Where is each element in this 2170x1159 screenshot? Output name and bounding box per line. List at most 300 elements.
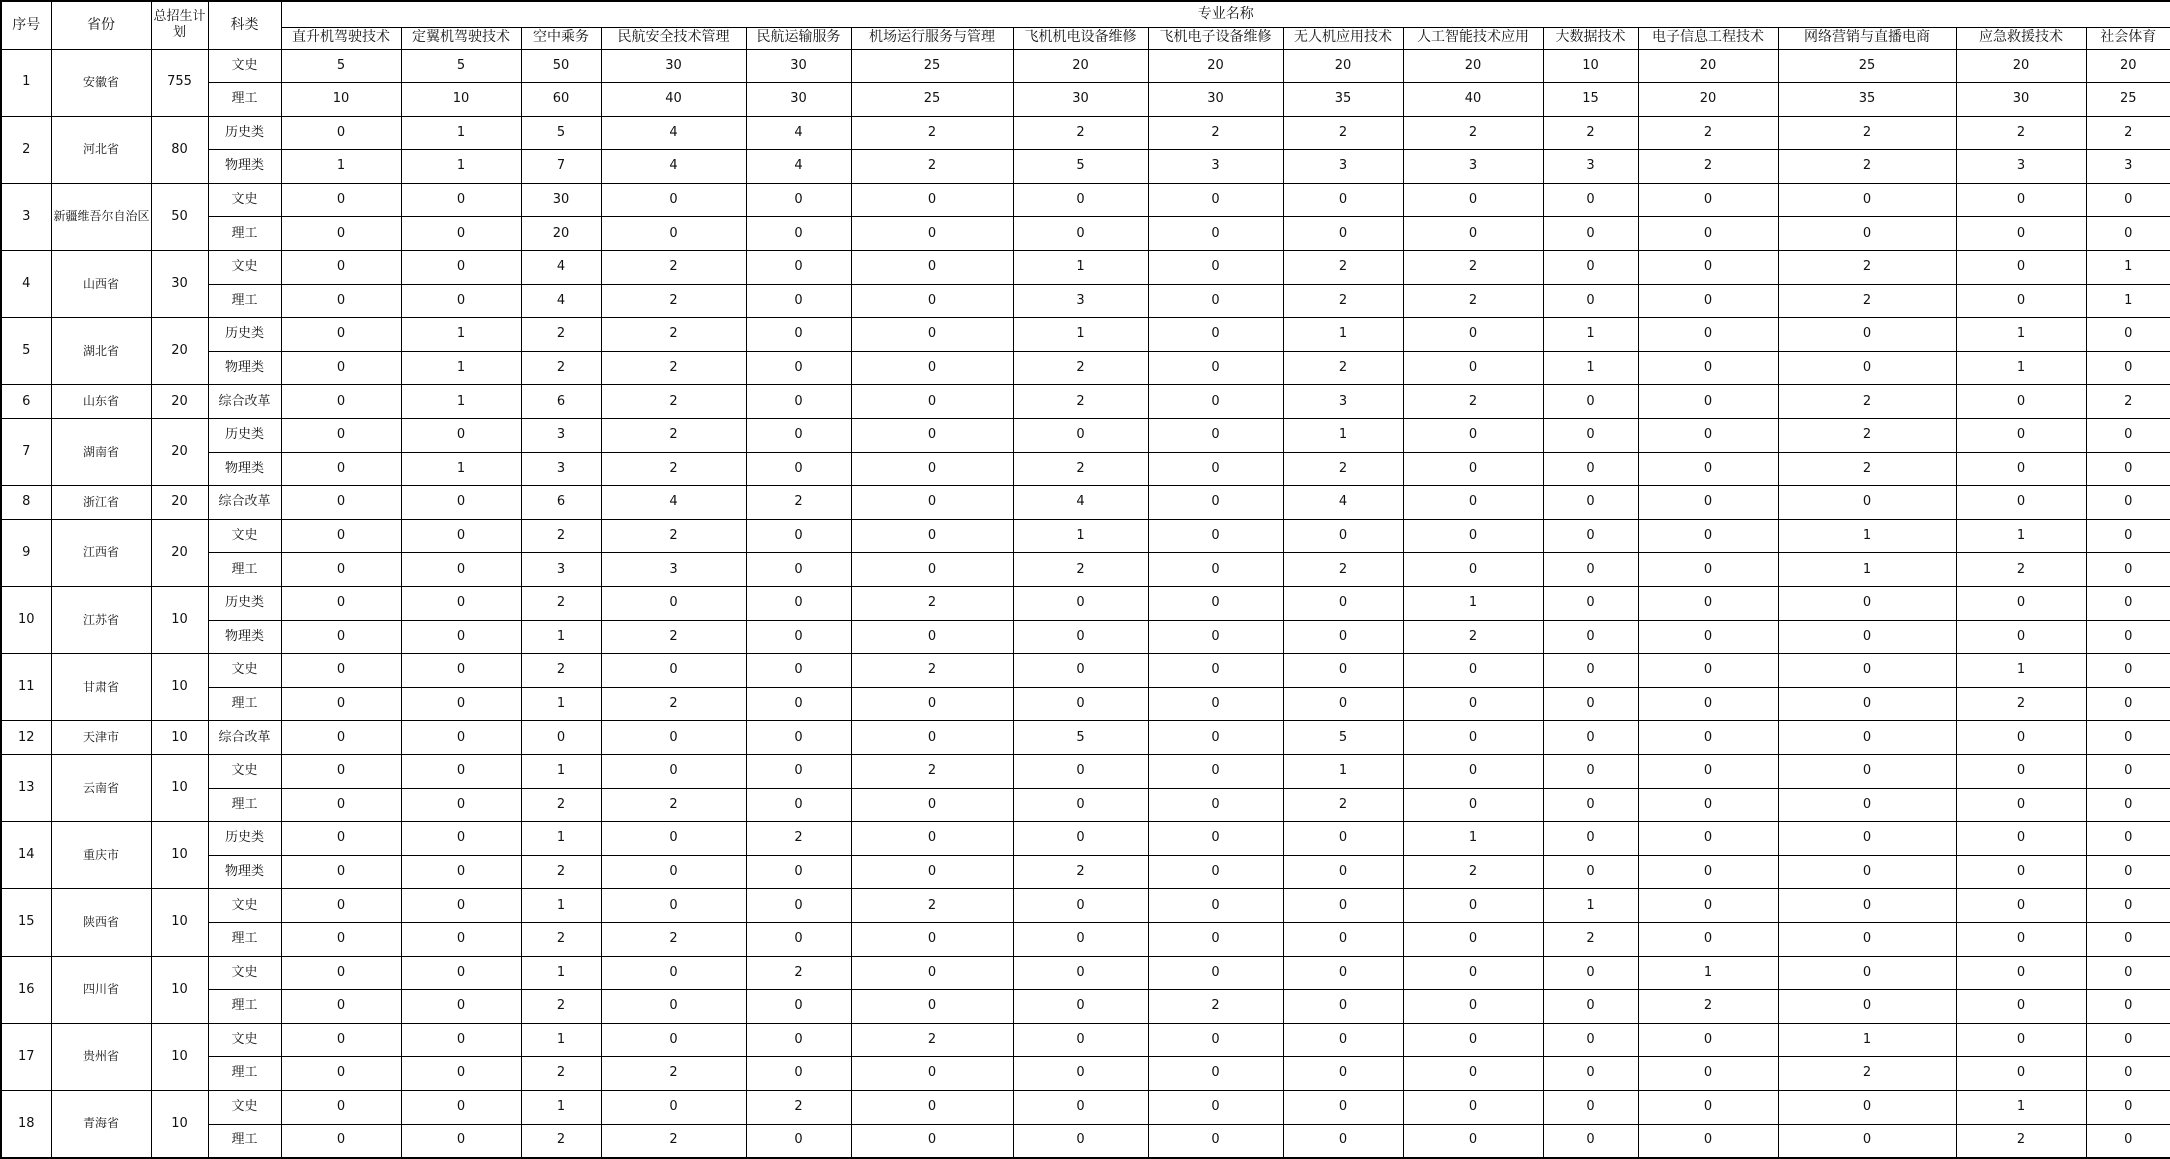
value-cell: 2 xyxy=(601,922,746,956)
value-cell: 0 xyxy=(1403,754,1543,788)
value-cell: 0 xyxy=(1543,687,1638,721)
value-cell: 0 xyxy=(746,1023,851,1057)
value-cell: 2 xyxy=(1638,116,1778,150)
value-cell: 2 xyxy=(2086,116,2170,150)
value-cell: 30 xyxy=(1148,83,1283,117)
category-cell: 文史 xyxy=(208,1023,281,1057)
value-cell: 1 xyxy=(401,116,521,150)
value-cell: 0 xyxy=(1543,519,1638,553)
value-cell: 0 xyxy=(281,922,401,956)
header-major: 直升机驾驶技术 xyxy=(281,27,401,49)
value-cell: 2 xyxy=(521,922,601,956)
value-cell: 0 xyxy=(401,990,521,1024)
value-cell: 0 xyxy=(1148,351,1283,385)
value-cell: 0 xyxy=(1403,217,1543,251)
value-cell: 0 xyxy=(401,754,521,788)
value-cell: 0 xyxy=(1148,956,1283,990)
value-cell: 3 xyxy=(2086,150,2170,184)
value-cell: 1 xyxy=(1283,419,1403,453)
value-cell: 0 xyxy=(2086,486,2170,520)
value-cell: 0 xyxy=(746,553,851,587)
table-row xyxy=(1,519,2170,553)
value-cell: 0 xyxy=(1403,889,1543,923)
value-cell: 0 xyxy=(851,1090,1013,1124)
value-cell: 0 xyxy=(1148,620,1283,654)
serial-cell: 1 xyxy=(1,49,51,116)
value-cell: 0 xyxy=(2086,183,2170,217)
value-cell: 2 xyxy=(1013,553,1148,587)
value-cell: 1 xyxy=(1543,318,1638,352)
table-row xyxy=(1,889,2170,923)
value-cell: 0 xyxy=(281,721,401,755)
serial-cell: 9 xyxy=(1,519,51,586)
value-cell: 0 xyxy=(601,990,746,1024)
value-cell: 0 xyxy=(401,486,521,520)
value-cell: 0 xyxy=(1013,754,1148,788)
category-cell: 理工 xyxy=(208,83,281,117)
table-row xyxy=(1,1124,2170,1158)
value-cell: 2 xyxy=(1283,251,1403,285)
value-cell: 2 xyxy=(601,1124,746,1158)
value-cell: 20 xyxy=(521,217,601,251)
value-cell: 0 xyxy=(1403,452,1543,486)
value-cell: 0 xyxy=(1638,553,1778,587)
value-cell: 0 xyxy=(1283,519,1403,553)
value-cell: 1 xyxy=(401,318,521,352)
value-cell: 1 xyxy=(1778,1023,1956,1057)
value-cell: 0 xyxy=(851,721,1013,755)
value-cell: 0 xyxy=(281,217,401,251)
value-cell: 2 xyxy=(1283,351,1403,385)
value-cell: 0 xyxy=(281,419,401,453)
value-cell: 0 xyxy=(281,1023,401,1057)
value-cell: 0 xyxy=(401,183,521,217)
value-cell: 20 xyxy=(1638,49,1778,83)
value-cell: 2 xyxy=(601,385,746,419)
value-cell: 5 xyxy=(1283,721,1403,755)
table-row xyxy=(1,1023,2170,1057)
value-cell: 2 xyxy=(601,284,746,318)
table-row xyxy=(1,419,2170,453)
value-cell: 0 xyxy=(1638,351,1778,385)
value-cell: 4 xyxy=(521,251,601,285)
value-cell: 0 xyxy=(1638,587,1778,621)
header-major: 大数据技术 xyxy=(1543,27,1638,49)
value-cell: 0 xyxy=(1956,721,2086,755)
value-cell: 0 xyxy=(1013,889,1148,923)
value-cell: 0 xyxy=(1778,855,1956,889)
value-cell: 0 xyxy=(1638,318,1778,352)
value-cell: 0 xyxy=(851,351,1013,385)
plan-cell: 10 xyxy=(151,1090,208,1157)
category-cell: 理工 xyxy=(208,922,281,956)
value-cell: 0 xyxy=(851,217,1013,251)
value-cell: 1 xyxy=(1403,587,1543,621)
value-cell: 20 xyxy=(1283,49,1403,83)
value-cell: 2 xyxy=(1543,922,1638,956)
value-cell: 20 xyxy=(1956,49,2086,83)
value-cell: 30 xyxy=(601,49,746,83)
value-cell: 0 xyxy=(746,183,851,217)
value-cell: 0 xyxy=(1956,956,2086,990)
value-cell: 2 xyxy=(1543,116,1638,150)
value-cell: 2 xyxy=(851,587,1013,621)
value-cell: 1 xyxy=(1543,889,1638,923)
value-cell: 0 xyxy=(1148,419,1283,453)
value-cell: 0 xyxy=(1403,990,1543,1024)
value-cell: 0 xyxy=(401,251,521,285)
value-cell: 0 xyxy=(1956,1057,2086,1091)
value-cell: 0 xyxy=(851,855,1013,889)
value-cell: 2 xyxy=(1148,116,1283,150)
value-cell: 2 xyxy=(851,889,1013,923)
header-major: 定翼机驾驶技术 xyxy=(401,27,521,49)
plan-cell: 10 xyxy=(151,889,208,956)
value-cell: 0 xyxy=(1543,587,1638,621)
value-cell: 0 xyxy=(1403,1124,1543,1158)
value-cell: 2 xyxy=(1778,116,1956,150)
value-cell: 2 xyxy=(521,351,601,385)
province-cell: 天津市 xyxy=(51,721,151,755)
value-cell: 0 xyxy=(1638,385,1778,419)
table-row xyxy=(1,150,2170,184)
value-cell: 0 xyxy=(1403,788,1543,822)
value-cell: 0 xyxy=(601,889,746,923)
serial-cell: 8 xyxy=(1,486,51,520)
value-cell: 2 xyxy=(521,1124,601,1158)
value-cell: 2 xyxy=(851,654,1013,688)
value-cell: 0 xyxy=(601,855,746,889)
value-cell: 0 xyxy=(601,822,746,856)
value-cell: 0 xyxy=(1543,990,1638,1024)
value-cell: 10 xyxy=(401,83,521,117)
province-cell: 山东省 xyxy=(51,385,151,419)
header-major: 飞机机电设备维修 xyxy=(1013,27,1148,49)
value-cell: 0 xyxy=(1638,788,1778,822)
value-cell: 0 xyxy=(746,721,851,755)
value-cell: 0 xyxy=(1956,217,2086,251)
value-cell: 0 xyxy=(851,687,1013,721)
value-cell: 3 xyxy=(521,452,601,486)
value-cell: 0 xyxy=(2086,990,2170,1024)
serial-cell: 15 xyxy=(1,889,51,956)
value-cell: 0 xyxy=(401,855,521,889)
value-cell: 0 xyxy=(1956,990,2086,1024)
value-cell: 0 xyxy=(1543,1090,1638,1124)
value-cell: 0 xyxy=(2086,754,2170,788)
province-cell: 湖南省 xyxy=(51,419,151,486)
value-cell: 4 xyxy=(746,116,851,150)
category-cell: 理工 xyxy=(208,788,281,822)
value-cell: 0 xyxy=(2086,822,2170,856)
value-cell: 0 xyxy=(1403,922,1543,956)
value-cell: 0 xyxy=(2086,318,2170,352)
value-cell: 0 xyxy=(2086,519,2170,553)
value-cell: 2 xyxy=(601,620,746,654)
value-cell: 0 xyxy=(1956,587,2086,621)
value-cell: 30 xyxy=(746,49,851,83)
value-cell: 25 xyxy=(851,83,1013,117)
value-cell: 2 xyxy=(1403,116,1543,150)
value-cell: 0 xyxy=(1148,754,1283,788)
value-cell: 1 xyxy=(521,956,601,990)
value-cell: 0 xyxy=(2086,587,2170,621)
category-cell: 综合改革 xyxy=(208,385,281,419)
value-cell: 0 xyxy=(401,1090,521,1124)
table-row xyxy=(1,217,2170,251)
value-cell: 0 xyxy=(1013,654,1148,688)
value-cell: 0 xyxy=(1638,654,1778,688)
category-cell: 物理类 xyxy=(208,452,281,486)
value-cell: 0 xyxy=(746,788,851,822)
table-row xyxy=(1,1090,2170,1124)
value-cell: 0 xyxy=(1543,486,1638,520)
header-major: 人工智能技术应用 xyxy=(1403,27,1543,49)
value-cell: 0 xyxy=(851,385,1013,419)
value-cell: 7 xyxy=(521,150,601,184)
value-cell: 0 xyxy=(1403,351,1543,385)
value-cell: 0 xyxy=(2086,1124,2170,1158)
value-cell: 2 xyxy=(521,519,601,553)
value-cell: 0 xyxy=(401,956,521,990)
category-cell: 历史类 xyxy=(208,318,281,352)
value-cell: 0 xyxy=(746,990,851,1024)
value-cell: 0 xyxy=(401,519,521,553)
category-cell: 文史 xyxy=(208,956,281,990)
value-cell: 20 xyxy=(2086,49,2170,83)
value-cell: 6 xyxy=(521,385,601,419)
value-cell: 0 xyxy=(401,889,521,923)
value-cell: 0 xyxy=(281,183,401,217)
value-cell: 1 xyxy=(521,620,601,654)
value-cell: 2 xyxy=(746,486,851,520)
value-cell: 1 xyxy=(1283,318,1403,352)
value-cell: 0 xyxy=(1956,754,2086,788)
value-cell: 1 xyxy=(1283,754,1403,788)
value-cell: 0 xyxy=(281,284,401,318)
plan-cell: 10 xyxy=(151,721,208,755)
value-cell: 4 xyxy=(1283,486,1403,520)
value-cell: 2 xyxy=(2086,385,2170,419)
table-row xyxy=(1,822,2170,856)
value-cell: 0 xyxy=(2086,788,2170,822)
province-cell: 甘肃省 xyxy=(51,654,151,721)
value-cell: 2 xyxy=(521,990,601,1024)
value-cell: 0 xyxy=(281,519,401,553)
value-cell: 0 xyxy=(1956,620,2086,654)
value-cell: 0 xyxy=(401,553,521,587)
value-cell: 0 xyxy=(746,519,851,553)
value-cell: 0 xyxy=(1013,183,1148,217)
value-cell: 1 xyxy=(521,687,601,721)
header-plan: 总招生计划 xyxy=(151,1,208,49)
value-cell: 2 xyxy=(601,452,746,486)
value-cell: 2 xyxy=(1956,687,2086,721)
table-row xyxy=(1,116,2170,150)
value-cell: 0 xyxy=(281,889,401,923)
value-cell: 0 xyxy=(1283,922,1403,956)
category-cell: 理工 xyxy=(208,284,281,318)
value-cell: 0 xyxy=(1778,889,1956,923)
value-cell: 0 xyxy=(1543,956,1638,990)
category-cell: 文史 xyxy=(208,889,281,923)
value-cell: 2 xyxy=(1778,284,1956,318)
value-cell: 25 xyxy=(2086,83,2170,117)
value-cell: 0 xyxy=(2086,654,2170,688)
value-cell: 0 xyxy=(1148,183,1283,217)
value-cell: 2 xyxy=(1283,284,1403,318)
header-province: 省份 xyxy=(51,1,151,49)
value-cell: 0 xyxy=(1403,519,1543,553)
category-cell: 文史 xyxy=(208,49,281,83)
value-cell: 0 xyxy=(1956,284,2086,318)
value-cell: 2 xyxy=(1956,553,2086,587)
category-cell: 物理类 xyxy=(208,150,281,184)
value-cell: 0 xyxy=(1956,855,2086,889)
province-cell: 山西省 xyxy=(51,251,151,318)
value-cell: 0 xyxy=(1283,587,1403,621)
category-cell: 理工 xyxy=(208,1124,281,1158)
value-cell: 0 xyxy=(851,519,1013,553)
value-cell: 0 xyxy=(1543,183,1638,217)
value-cell: 35 xyxy=(1778,83,1956,117)
table-row xyxy=(1,351,2170,385)
value-cell: 0 xyxy=(1403,553,1543,587)
value-cell: 1 xyxy=(401,385,521,419)
value-cell: 0 xyxy=(601,587,746,621)
value-cell: 0 xyxy=(1148,889,1283,923)
header-major: 应急救援技术 xyxy=(1956,27,2086,49)
value-cell: 50 xyxy=(521,49,601,83)
value-cell: 0 xyxy=(1638,419,1778,453)
value-cell: 2 xyxy=(521,855,601,889)
value-cell: 0 xyxy=(1013,1090,1148,1124)
value-cell: 3 xyxy=(521,553,601,587)
table-header xyxy=(1,1,2170,49)
value-cell: 0 xyxy=(1013,788,1148,822)
value-cell: 2 xyxy=(851,1023,1013,1057)
value-cell: 1 xyxy=(1956,1090,2086,1124)
value-cell: 0 xyxy=(1148,284,1283,318)
province-cell: 青海省 xyxy=(51,1090,151,1157)
value-cell: 0 xyxy=(1148,452,1283,486)
value-cell: 1 xyxy=(2086,251,2170,285)
value-cell: 0 xyxy=(1956,822,2086,856)
value-cell: 0 xyxy=(1638,922,1778,956)
value-cell: 0 xyxy=(1543,1124,1638,1158)
value-cell: 1 xyxy=(1956,519,2086,553)
value-cell: 0 xyxy=(1543,553,1638,587)
plan-cell: 10 xyxy=(151,587,208,654)
header-major: 电子信息工程技术 xyxy=(1638,27,1778,49)
value-cell: 1 xyxy=(1543,351,1638,385)
value-cell: 0 xyxy=(2086,351,2170,385)
serial-cell: 16 xyxy=(1,956,51,1023)
plan-cell: 30 xyxy=(151,251,208,318)
value-cell: 2 xyxy=(601,687,746,721)
value-cell: 0 xyxy=(1638,855,1778,889)
value-cell: 0 xyxy=(281,788,401,822)
table-row xyxy=(1,654,2170,688)
value-cell: 0 xyxy=(1543,721,1638,755)
value-cell: 2 xyxy=(746,822,851,856)
plan-cell: 20 xyxy=(151,519,208,586)
category-cell: 物理类 xyxy=(208,855,281,889)
value-cell: 0 xyxy=(1013,1023,1148,1057)
value-cell: 0 xyxy=(1543,1057,1638,1091)
serial-cell: 7 xyxy=(1,419,51,486)
value-cell: 20 xyxy=(1013,49,1148,83)
value-cell: 1 xyxy=(1778,519,1956,553)
value-cell: 0 xyxy=(1638,284,1778,318)
value-cell: 2 xyxy=(1778,150,1956,184)
value-cell: 0 xyxy=(1543,788,1638,822)
value-cell: 3 xyxy=(1013,284,1148,318)
value-cell: 0 xyxy=(746,620,851,654)
value-cell: 15 xyxy=(1543,83,1638,117)
value-cell: 0 xyxy=(601,183,746,217)
value-cell: 0 xyxy=(401,587,521,621)
value-cell: 0 xyxy=(851,452,1013,486)
value-cell: 40 xyxy=(1403,83,1543,117)
value-cell: 4 xyxy=(601,150,746,184)
value-cell: 3 xyxy=(1543,150,1638,184)
header-major: 无人机应用技术 xyxy=(1283,27,1403,49)
value-cell: 0 xyxy=(601,956,746,990)
serial-cell: 12 xyxy=(1,721,51,755)
value-cell: 0 xyxy=(1778,822,1956,856)
value-cell: 2 xyxy=(521,1057,601,1091)
value-cell: 0 xyxy=(1778,183,1956,217)
table-row xyxy=(1,486,2170,520)
province-cell: 安徽省 xyxy=(51,49,151,116)
value-cell: 0 xyxy=(1148,788,1283,822)
value-cell: 2 xyxy=(1638,990,1778,1024)
value-cell: 0 xyxy=(601,721,746,755)
value-cell: 0 xyxy=(1148,855,1283,889)
value-cell: 0 xyxy=(1956,889,2086,923)
value-cell: 0 xyxy=(1638,519,1778,553)
value-cell: 0 xyxy=(2086,956,2170,990)
value-cell: 0 xyxy=(1283,1124,1403,1158)
serial-cell: 17 xyxy=(1,1023,51,1090)
value-cell: 0 xyxy=(1013,217,1148,251)
table-body xyxy=(1,49,2170,1158)
value-cell: 0 xyxy=(1283,1090,1403,1124)
province-cell: 江苏省 xyxy=(51,587,151,654)
plan-cell: 755 xyxy=(151,49,208,116)
value-cell: 0 xyxy=(1638,822,1778,856)
value-cell: 0 xyxy=(1778,788,1956,822)
province-cell: 贵州省 xyxy=(51,1023,151,1090)
value-cell: 3 xyxy=(1403,150,1543,184)
value-cell: 0 xyxy=(1283,620,1403,654)
value-cell: 0 xyxy=(281,318,401,352)
value-cell: 1 xyxy=(401,150,521,184)
value-cell: 0 xyxy=(281,116,401,150)
value-cell: 2 xyxy=(1778,251,1956,285)
value-cell: 0 xyxy=(1638,251,1778,285)
province-cell: 江西省 xyxy=(51,519,151,586)
value-cell: 0 xyxy=(851,1057,1013,1091)
value-cell: 0 xyxy=(281,754,401,788)
value-cell: 25 xyxy=(851,49,1013,83)
province-cell: 陕西省 xyxy=(51,889,151,956)
value-cell: 0 xyxy=(1956,419,2086,453)
value-cell: 0 xyxy=(851,822,1013,856)
category-cell: 历史类 xyxy=(208,822,281,856)
value-cell: 2 xyxy=(1283,452,1403,486)
